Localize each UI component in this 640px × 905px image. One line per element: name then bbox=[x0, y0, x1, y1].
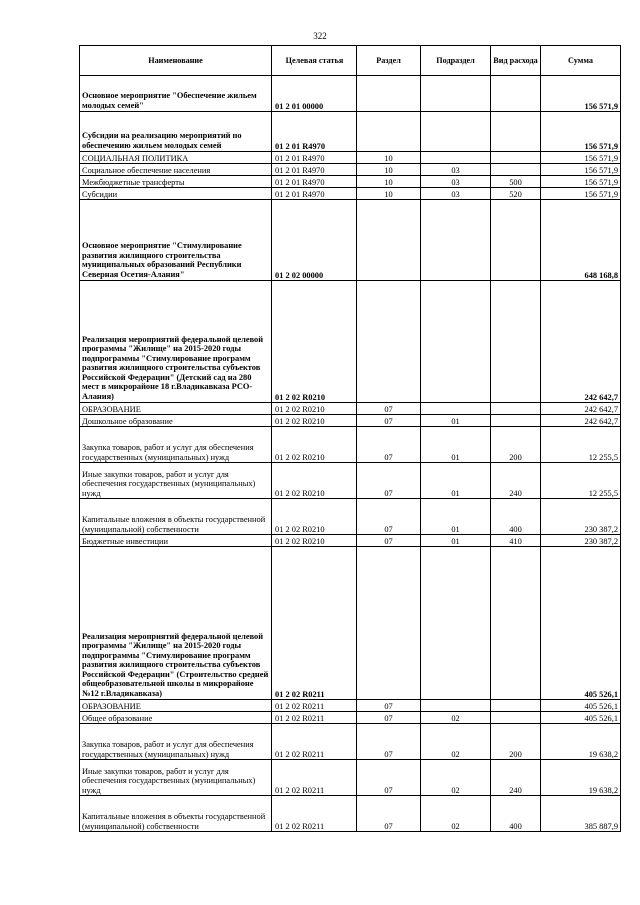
cell-section: 07 bbox=[357, 427, 421, 463]
cell-expense-type bbox=[491, 164, 541, 176]
cell-code: 01 2 02 R0211 bbox=[272, 700, 357, 712]
cell-section: 10 bbox=[357, 176, 421, 188]
cell-subsection bbox=[421, 700, 491, 712]
budget-table bbox=[79, 45, 621, 832]
header-subsection: Подраздел bbox=[421, 46, 491, 76]
cell-name: Субсидии bbox=[80, 188, 272, 200]
cell-section: 07 bbox=[357, 724, 421, 760]
cell-subsection: 01 bbox=[421, 427, 491, 463]
cell-expense-type bbox=[491, 281, 541, 403]
table-row bbox=[80, 724, 621, 760]
cell-subsection: 01 bbox=[421, 463, 491, 499]
table-row bbox=[80, 712, 621, 724]
cell-expense-type bbox=[491, 152, 541, 164]
cell-code: 01 2 01 R4970 bbox=[272, 176, 357, 188]
cell-code: 01 2 01 R4970 bbox=[272, 188, 357, 200]
cell-sum: 19 638,2 bbox=[541, 760, 621, 796]
cell-section: 07 bbox=[357, 760, 421, 796]
cell-name: Субсидии на реализацию мероприятий по обеспечению жильем молодых семей bbox=[80, 112, 272, 152]
table-row bbox=[80, 760, 621, 796]
cell-section: 07 bbox=[357, 535, 421, 547]
cell-name: Закупка товаров, работ и услуг для обеспечения государственных (муниципальных) нужд bbox=[80, 427, 272, 463]
table-row bbox=[80, 188, 621, 200]
cell-subsection: 03 bbox=[421, 188, 491, 200]
cell-code: 01 2 02 R0211 bbox=[272, 796, 357, 832]
cell-code: 01 2 02 R0210 bbox=[272, 499, 357, 535]
cell-sum: 405 526,1 bbox=[541, 712, 621, 724]
cell-code: 01 2 01 00000 bbox=[272, 76, 357, 112]
cell-expense-type: 240 bbox=[491, 760, 541, 796]
cell-subsection bbox=[421, 152, 491, 164]
header-section: Раздел bbox=[357, 46, 421, 76]
cell-expense-type: 200 bbox=[491, 724, 541, 760]
cell-subsection bbox=[421, 112, 491, 152]
table-row bbox=[80, 463, 621, 499]
table-row bbox=[80, 76, 621, 112]
cell-code: 01 2 02 00000 bbox=[272, 200, 357, 281]
cell-name: Иные закупки товаров, работ и услуг для обеспечения государственных (муниципальных) нужд bbox=[80, 760, 272, 796]
cell-sum: 242 642,7 bbox=[541, 415, 621, 427]
cell-name: Основное мероприятие "Стимулирование развития жилищного строительства муниципальных образований Республики Северная Осетия-Алания" bbox=[80, 200, 272, 281]
cell-subsection: 01 bbox=[421, 535, 491, 547]
cell-section: 07 bbox=[357, 499, 421, 535]
cell-expense-type: 400 bbox=[491, 796, 541, 832]
table-row bbox=[80, 176, 621, 188]
cell-code: 01 2 02 R0210 bbox=[272, 427, 357, 463]
cell-sum: 12 255,5 bbox=[541, 427, 621, 463]
cell-name: Общее образование bbox=[80, 712, 272, 724]
cell-sum: 156 571,9 bbox=[541, 164, 621, 176]
cell-expense-type bbox=[491, 112, 541, 152]
cell-expense-type bbox=[491, 712, 541, 724]
cell-section: 10 bbox=[357, 188, 421, 200]
cell-code: 01 2 01 R4970 bbox=[272, 152, 357, 164]
cell-section: 07 bbox=[357, 403, 421, 415]
cell-expense-type: 520 bbox=[491, 188, 541, 200]
cell-expense-type: 240 bbox=[491, 463, 541, 499]
cell-subsection bbox=[421, 200, 491, 281]
cell-section: 07 bbox=[357, 463, 421, 499]
cell-subsection bbox=[421, 403, 491, 415]
cell-code: 01 2 02 R0210 bbox=[272, 415, 357, 427]
cell-subsection bbox=[421, 547, 491, 700]
table-row bbox=[80, 535, 621, 547]
cell-sum: 385 887,9 bbox=[541, 796, 621, 832]
cell-code: 01 2 01 R4970 bbox=[272, 164, 357, 176]
cell-expense-type: 200 bbox=[491, 427, 541, 463]
cell-sum: 19 638,2 bbox=[541, 724, 621, 760]
cell-name: Дошкольное образование bbox=[80, 415, 272, 427]
cell-sum: 405 526,1 bbox=[541, 547, 621, 700]
cell-name: Бюджетные инвестиции bbox=[80, 535, 272, 547]
cell-name: СОЦИАЛЬНАЯ ПОЛИТИКА bbox=[80, 152, 272, 164]
cell-subsection: 01 bbox=[421, 415, 491, 427]
cell-code: 01 2 02 R0211 bbox=[272, 760, 357, 796]
cell-subsection: 02 bbox=[421, 724, 491, 760]
table-row bbox=[80, 427, 621, 463]
cell-code: 01 2 02 R0210 bbox=[272, 403, 357, 415]
cell-code: 01 2 02 R0210 bbox=[272, 281, 357, 403]
cell-code: 01 2 01 R4970 bbox=[272, 112, 357, 152]
cell-section: 10 bbox=[357, 164, 421, 176]
cell-name: Закупка товаров, работ и услуг для обеспечения государственных (муниципальных) нужд bbox=[80, 724, 272, 760]
cell-subsection bbox=[421, 281, 491, 403]
cell-sum: 230 387,2 bbox=[541, 535, 621, 547]
cell-name: Основное мероприятие "Обеспечение жильем молодых семей" bbox=[80, 76, 272, 112]
cell-expense-type bbox=[491, 76, 541, 112]
table-row bbox=[80, 152, 621, 164]
table-row bbox=[80, 499, 621, 535]
cell-name: Капитальные вложения в объекты государственной (муниципальной) собственности bbox=[80, 796, 272, 832]
header-name: Наименование bbox=[80, 46, 272, 76]
cell-sum: 156 571,9 bbox=[541, 152, 621, 164]
cell-sum: 156 571,9 bbox=[541, 112, 621, 152]
page-number: 322 bbox=[313, 31, 327, 41]
cell-code: 01 2 02 R0210 bbox=[272, 463, 357, 499]
cell-subsection: 02 bbox=[421, 760, 491, 796]
cell-sum: 12 255,5 bbox=[541, 463, 621, 499]
header-expense-type: Вид расхода bbox=[491, 46, 541, 76]
table-row bbox=[80, 112, 621, 152]
cell-name: ОБРАЗОВАНИЕ bbox=[80, 403, 272, 415]
cell-expense-type: 410 bbox=[491, 535, 541, 547]
cell-section bbox=[357, 200, 421, 281]
table-row bbox=[80, 200, 621, 281]
cell-sum: 156 571,9 bbox=[541, 76, 621, 112]
cell-section: 07 bbox=[357, 712, 421, 724]
cell-name: Иные закупки товаров, работ и услуг для обеспечения государственных (муниципальных) нужд bbox=[80, 463, 272, 499]
table-row bbox=[80, 796, 621, 832]
header-sum: Сумма bbox=[541, 46, 621, 76]
table-row bbox=[80, 415, 621, 427]
cell-code: 01 2 02 R0211 bbox=[272, 547, 357, 700]
cell-section: 10 bbox=[357, 152, 421, 164]
cell-name: ОБРАЗОВАНИЕ bbox=[80, 700, 272, 712]
cell-subsection bbox=[421, 76, 491, 112]
cell-name: Реализация мероприятий федеральной целевой программы "Жилище" на 2015-2020 годы подпрограммы "Стимулирование программ развития жилищного строительства субъектов Российской Федерации" (Детский сад на 280 мест в микрорайоне 18 г.Владикавказа РСО-Алания) bbox=[80, 281, 272, 403]
cell-sum: 405 526,1 bbox=[541, 700, 621, 712]
cell-subsection: 01 bbox=[421, 499, 491, 535]
table-header-row bbox=[80, 46, 621, 76]
cell-subsection: 02 bbox=[421, 796, 491, 832]
cell-expense-type: 500 bbox=[491, 176, 541, 188]
cell-name: Капитальные вложения в объекты государственной (муниципальной) собственности bbox=[80, 499, 272, 535]
cell-section: 07 bbox=[357, 796, 421, 832]
cell-sum: 156 571,9 bbox=[541, 176, 621, 188]
cell-sum: 230 387,2 bbox=[541, 499, 621, 535]
table-row bbox=[80, 281, 621, 403]
cell-code: 01 2 02 R0210 bbox=[272, 535, 357, 547]
cell-name: Реализация мероприятий федеральной целевой программы "Жилище" на 2015-2020 годы подпрограммы "Стимулирование программ развития жилищного строительства субъектов Российской Федерации" (Строительство средней общеобразовательной школы в микрорайоне №12 г.Владикавказа) bbox=[80, 547, 272, 700]
table-row bbox=[80, 547, 621, 700]
cell-name: Социальное обеспечение населения bbox=[80, 164, 272, 176]
cell-expense-type bbox=[491, 700, 541, 712]
cell-expense-type bbox=[491, 415, 541, 427]
cell-section bbox=[357, 76, 421, 112]
cell-sum: 156 571,9 bbox=[541, 188, 621, 200]
cell-subsection: 02 bbox=[421, 712, 491, 724]
cell-name: Межбюджетные трансферты bbox=[80, 176, 272, 188]
cell-section bbox=[357, 281, 421, 403]
cell-subsection: 03 bbox=[421, 164, 491, 176]
cell-section bbox=[357, 112, 421, 152]
cell-section bbox=[357, 547, 421, 700]
table-row bbox=[80, 164, 621, 176]
cell-code: 01 2 02 R0211 bbox=[272, 724, 357, 760]
table-row bbox=[80, 700, 621, 712]
cell-expense-type bbox=[491, 403, 541, 415]
cell-expense-type: 400 bbox=[491, 499, 541, 535]
cell-sum: 648 168,8 bbox=[541, 200, 621, 281]
cell-section: 07 bbox=[357, 700, 421, 712]
table-row bbox=[80, 403, 621, 415]
cell-sum: 242 642,7 bbox=[541, 281, 621, 403]
header-code: Целевая статья bbox=[272, 46, 357, 76]
cell-expense-type bbox=[491, 547, 541, 700]
cell-expense-type bbox=[491, 200, 541, 281]
cell-code: 01 2 02 R0211 bbox=[272, 712, 357, 724]
cell-section: 07 bbox=[357, 415, 421, 427]
cell-sum: 242 642,7 bbox=[541, 403, 621, 415]
cell-subsection: 03 bbox=[421, 176, 491, 188]
